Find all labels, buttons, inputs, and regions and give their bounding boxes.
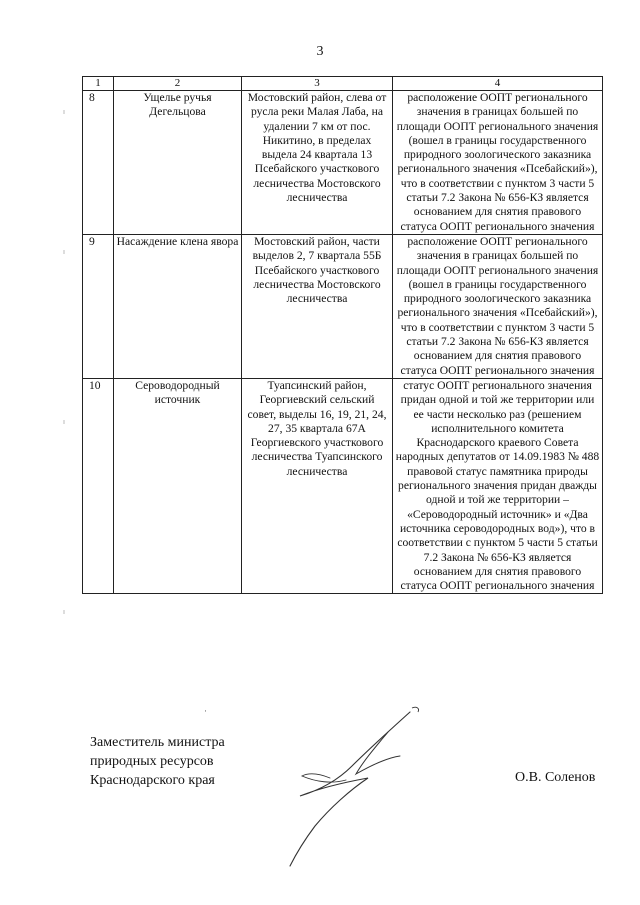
table-row bbox=[83, 91, 603, 235]
row-number: 10 bbox=[83, 378, 114, 593]
object-location: Мостовский район, части выделов 2, 7 квартала 55Б Псебайского участкового лесничества Мостовского лесничества bbox=[242, 234, 393, 378]
scan-dot: · bbox=[204, 706, 207, 716]
table-row bbox=[83, 378, 603, 593]
header-cell: 4 bbox=[393, 77, 603, 91]
object-name: Ущелье ручья Дегельцова bbox=[114, 91, 242, 235]
scan-edge-marks bbox=[50, 90, 70, 690]
row-number: 9 bbox=[83, 234, 114, 378]
row-number: 8 bbox=[83, 91, 114, 235]
removal-reason: статус ООПТ регионального значения придан одной и той же территории или ее части несколько раз (решением исполнительного комитета Краснодарского краевого Совета народных депутатов от 14.09.1983 № 488 правовой статус памятника природы регионального значения придан дважды одной и той же территории – «Сероводородный источник» и «Два источника сероводородных вод»), что в соответствии с пунктом 5 части 5 статьи 7.2 Закона № 656-КЗ является основанием для снятия правового статуса ООПТ регионального значения bbox=[393, 378, 603, 593]
oopt-table bbox=[82, 76, 603, 594]
object-name: Насаждение клена явора bbox=[114, 234, 242, 378]
table-row bbox=[83, 234, 603, 378]
signatory-name: О.В. Соленов bbox=[515, 770, 596, 785]
header-cell: 3 bbox=[242, 77, 393, 91]
signatory-title-line: Заместитель министра bbox=[90, 735, 225, 750]
object-name: Сероводородный источник bbox=[114, 378, 242, 593]
signatory-title-line: природных ресурсов bbox=[90, 754, 214, 769]
handwritten-signature bbox=[260, 700, 450, 875]
signatory-title-line: Краснодарского края bbox=[90, 773, 215, 788]
object-location: Мостовский район, слева от русла реки Малая Лаба, на удалении 7 км от пос. Никитино, в пределах выдела 24 квартала 13 Псебайского участкового лесничества Мостовского лесничества bbox=[242, 91, 393, 235]
removal-reason: расположение ООПТ регионального значения в границах большей по площади ООПТ регионального значения (вошел в границы государственного природного зоологического заказника регионального значения «Псебайский»), что в соответствии с пунктом 3 части 5 статьи 7.2 Закона № 656-КЗ является основанием для снятия правового статуса ООПТ регионального значения bbox=[393, 234, 603, 378]
removal-reason: расположение ООПТ регионального значения в границах большей по площади ООПТ регионального значения (вошел в границы государственного природного зоологического заказника регионального значения «Псебайский»), что в соответствии с пунктом 3 части 5 статьи 7.2 Закона № 656-КЗ является основанием для снятия правового статуса ООПТ регионального значения bbox=[393, 91, 603, 235]
header-cell: 1 bbox=[83, 77, 114, 91]
table-header-row bbox=[83, 77, 603, 91]
page-number: 3 bbox=[316, 44, 324, 59]
signatory-title bbox=[90, 733, 225, 790]
header-cell: 2 bbox=[114, 77, 242, 91]
object-location: Туапсинский район, Георгиевский сельский совет, выделы 16, 19, 21, 24, 27, 35 квартала 67А Георгиевского участкового лесничества Туапсинского лесничества bbox=[242, 378, 393, 593]
